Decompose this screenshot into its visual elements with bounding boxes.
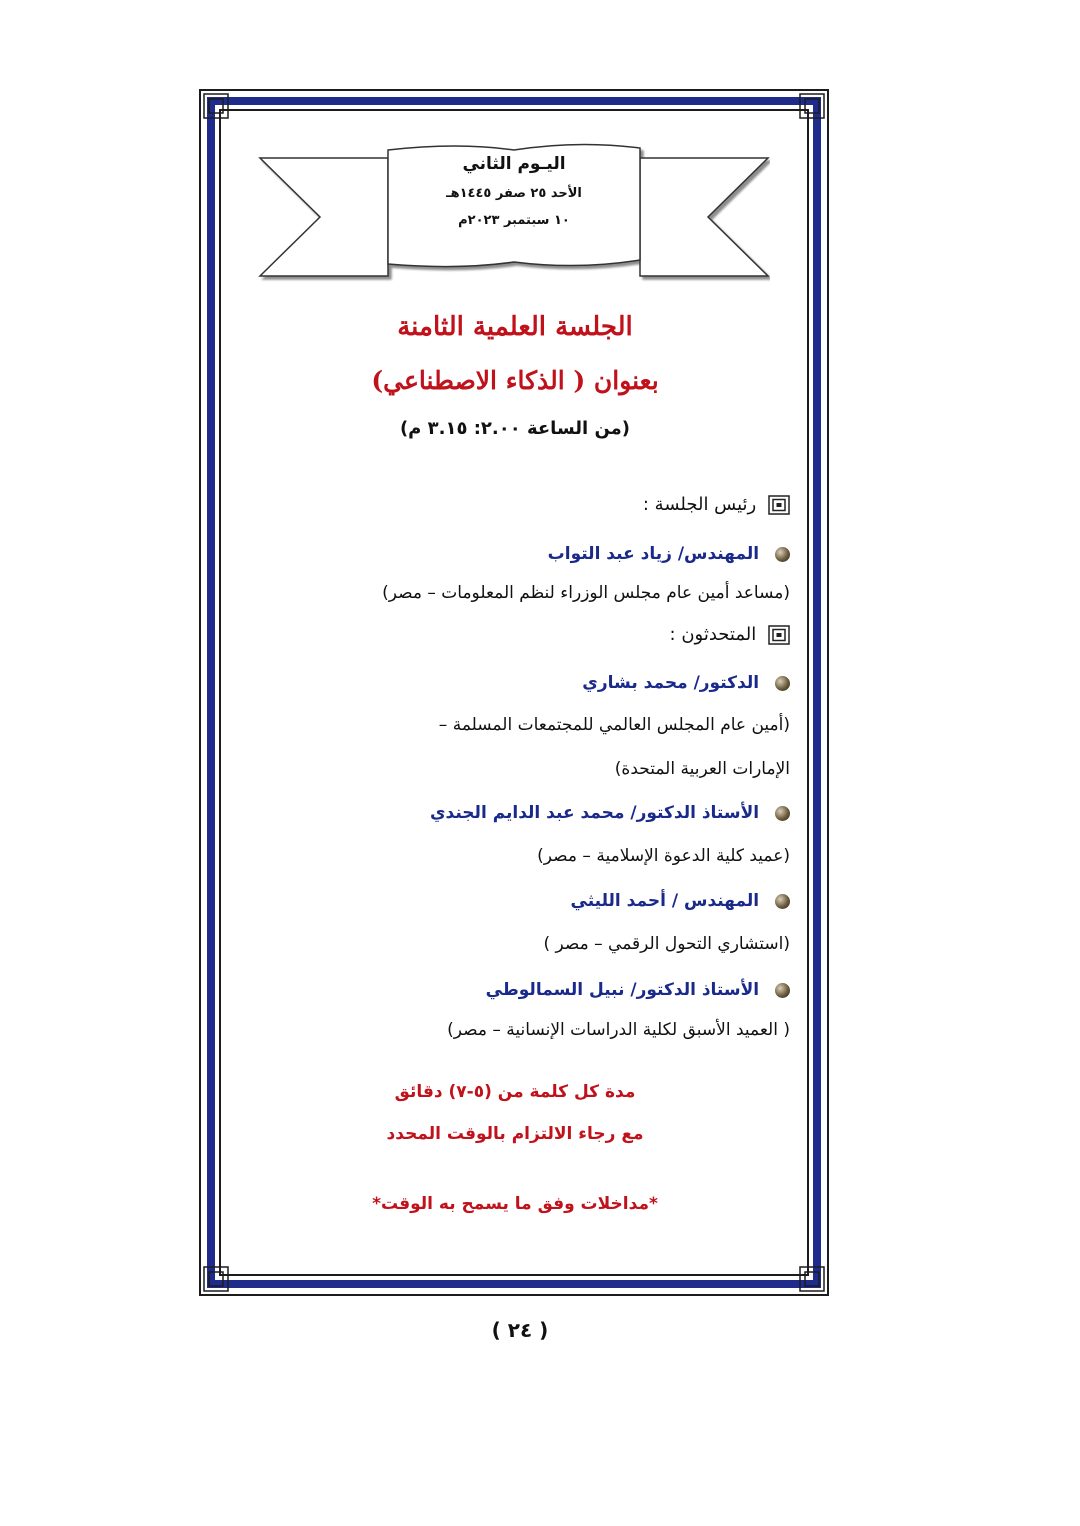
speaker-name-row xyxy=(486,980,790,1000)
corner-ornament-icon xyxy=(799,93,825,119)
round-bullet-icon xyxy=(775,547,790,562)
square-bullet-icon xyxy=(768,495,790,515)
speaker-desc: ( العميد الأسبق لكلية الدراسات الإنسانية – مصر) xyxy=(447,1020,790,1040)
round-bullet-icon xyxy=(775,806,790,821)
round-bullet-icon xyxy=(775,983,790,998)
banner-content xyxy=(390,150,638,228)
chair-heading-label: رئيس الجلسة : xyxy=(642,494,757,515)
chair-name: زياد عبد التواب xyxy=(547,544,672,564)
session-subtitle: بعنوان ( الذكاء الاصطناعي) xyxy=(371,366,659,395)
round-bullet-icon xyxy=(775,894,790,909)
day-title: اليـوم الثاني xyxy=(462,154,566,174)
page-number: ( ٢٤ ) xyxy=(491,1318,549,1342)
speaker-title: المهندس / xyxy=(671,891,760,911)
duration-note: مدة كل كلمة من (٥-٧) دقائق xyxy=(394,1082,636,1102)
hijri-date: الأحد ٢٥ صفر ١٤٤٥هـ xyxy=(446,186,582,201)
corner-ornament-icon xyxy=(203,93,229,119)
speaker-title: الدكتور/ xyxy=(693,673,760,693)
corner-ornament-icon xyxy=(203,1266,229,1292)
interventions-note: *مداخلات وفق ما يسمح به الوقت* xyxy=(372,1194,658,1214)
speaker-name-row xyxy=(571,891,790,911)
chair-desc: (مساعد أمين عام مجلس الوزراء لنظم المعلومات – مصر) xyxy=(382,583,790,603)
session-time: (من الساعة ٢.٠٠: ٣.١٥ م) xyxy=(399,418,631,439)
speaker-desc-continued: الإمارات العربية المتحدة) xyxy=(614,759,790,779)
speaker-desc: (استشاري التحول الرقمي – مصر ) xyxy=(543,934,790,954)
speakers-heading xyxy=(670,624,790,645)
speaker-name: محمد بشاري xyxy=(582,673,688,693)
round-bullet-icon xyxy=(775,676,790,691)
speaker-title: الأستاذ الدكتور/ xyxy=(630,803,760,823)
square-bullet-icon xyxy=(768,625,790,645)
speaker-name-row xyxy=(582,673,790,693)
speakers-heading-label: المتحدثون : xyxy=(669,624,757,645)
chair-name-row xyxy=(548,544,790,564)
speaker-desc: (عميد كلية الدعوة الإسلامية – مصر) xyxy=(537,846,790,866)
corner-ornament-icon xyxy=(799,1266,825,1292)
speaker-name: محمد عبد الدايم الجندي xyxy=(429,803,625,823)
speaker-desc: (أمين عام المجلس العالمي للمجتمعات المسلمة – xyxy=(438,715,790,735)
speaker-name-row xyxy=(430,803,790,823)
commitment-note: مع رجاء الالتزام بالوقت المحدد xyxy=(386,1124,644,1144)
speaker-title: الأستاذ الدكتور/ xyxy=(630,980,760,1000)
gregorian-date: ١٠ سبتمبر ٢٠٢٣م xyxy=(458,213,570,228)
chair-title: المهندس/ xyxy=(677,544,760,564)
session-title: الجلسة العلمية الثامنة xyxy=(397,312,633,342)
speaker-name: أحمد الليثي xyxy=(570,891,666,911)
speaker-name: نبيل السمالوطي xyxy=(485,980,625,1000)
chair-heading xyxy=(643,494,790,515)
